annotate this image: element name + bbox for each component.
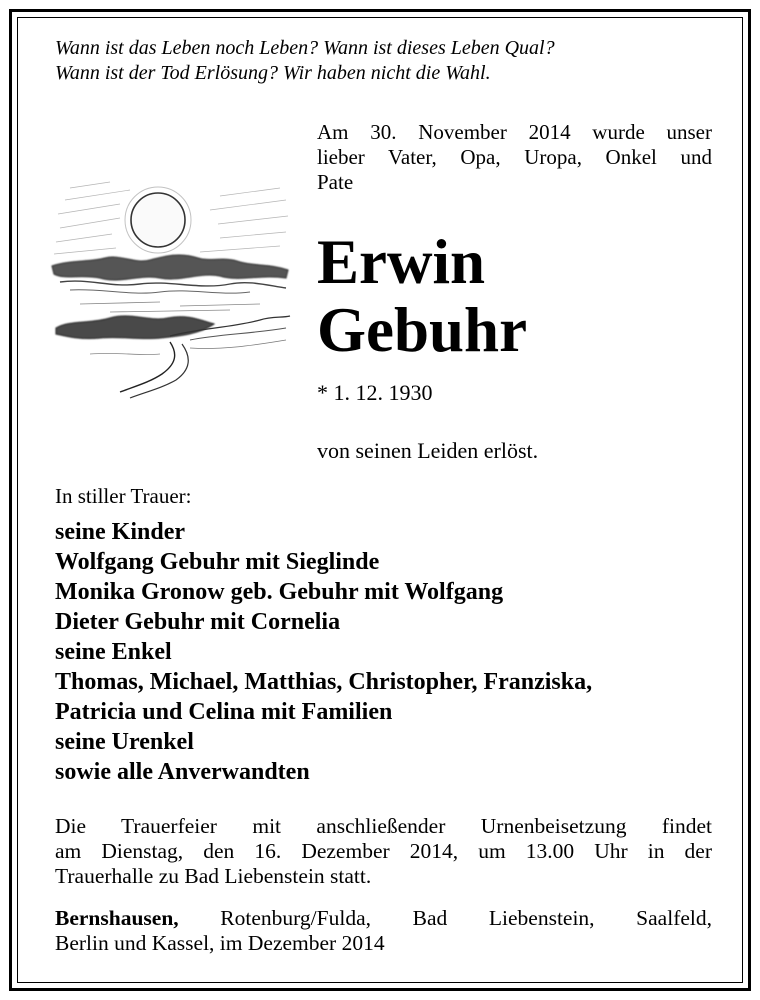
places-line1-rest: Rotenburg/Fulda, Bad Liebenstein, Saalfeld, <box>220 906 712 930</box>
places-town: Bernshausen, <box>55 906 179 930</box>
mourner-line: Dieter Gebuhr mit Cornelia <box>55 609 341 635</box>
places-line <box>55 906 712 931</box>
announcement-line: lieber Vater, Opa, Uropa, Onkel und <box>317 145 712 169</box>
mourner-line: Thomas, Michael, Matthias, Christopher, Franziska, <box>55 669 593 695</box>
places-info <box>55 906 712 956</box>
mourners-list <box>55 517 715 787</box>
mourner-line: seine Enkel <box>55 639 172 665</box>
mourner-line: seine Urenkel <box>55 729 194 755</box>
mourner-line: Patricia und Celina mit Familien <box>55 699 393 725</box>
mourner-line: seine Kinder <box>55 519 185 545</box>
ceremony-line: am Dienstag, den 16. Dezember 2014, um 13.00 Uhr in der <box>55 839 712 863</box>
ceremony-line: Die Trauerfeier mit anschließender Urnenbeisetzung findet <box>55 814 712 838</box>
poem-line: Wann ist der Tod Erlösung? Wir haben nicht die Wahl. <box>55 62 491 84</box>
mourner-line: Wolfgang Gebuhr mit Sieglinde <box>55 549 380 575</box>
birth-date: * 1. 12. 1930 <box>317 380 433 405</box>
mourner-line: sowie alle Anverwandten <box>55 759 310 785</box>
announcement-line: Pate <box>317 170 354 194</box>
announcement <box>317 120 712 195</box>
mourner-line: Monika Gronow geb. Gebuhr mit Wolfgang <box>55 579 504 605</box>
ceremony-info <box>55 814 712 889</box>
poem <box>55 36 705 86</box>
ceremony-line: Trauerhalle zu Bad Liebenstein statt. <box>55 864 372 888</box>
mourning-label: In stiller Trauer: <box>55 484 192 508</box>
announcement-line: Am 30. November 2014 wurde unser <box>317 120 712 144</box>
deceased-last-name: Gebuhr <box>317 295 528 365</box>
poem-line: Wann ist das Leben noch Leben? Wann ist dieses Leben Qual? <box>55 37 555 59</box>
deceased-name <box>317 228 527 364</box>
released-text: von seinen Leiden erlöst. <box>317 438 539 463</box>
deceased-first-name: Erwin <box>317 227 486 297</box>
places-line: Berlin und Kassel, im Dezember 2014 <box>55 931 385 955</box>
moon-landscape-icon <box>50 178 294 404</box>
